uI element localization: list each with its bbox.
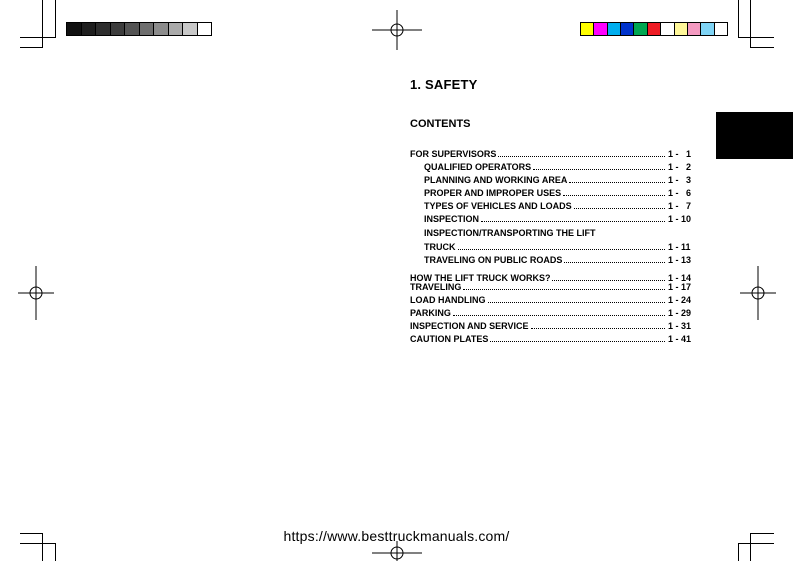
toc-entry-title: INSPECTION/TRANSPORTING THE LIFT — [424, 228, 596, 238]
toc-entry-page: 1 - 1 — [668, 149, 692, 159]
gray-swatch — [111, 23, 126, 35]
color-swatch — [594, 23, 607, 35]
toc-leader-dots — [598, 235, 665, 236]
toc-leader-dots — [574, 207, 665, 209]
toc-entry-page: 1 - 6 — [668, 188, 692, 198]
toc-entry[interactable] — [410, 146, 700, 159]
gray-swatch — [82, 23, 97, 35]
toc-leader-dots — [481, 220, 665, 222]
registration-mark-bottom-icon — [372, 541, 422, 561]
toc-entry-title: PARKING — [410, 308, 451, 318]
toc-entry-page: 1 - 7 — [668, 201, 692, 211]
toc-entry[interactable] — [410, 279, 700, 292]
toc-leader-dots — [569, 181, 665, 183]
color-swatch — [715, 23, 727, 35]
toc-entry[interactable] — [410, 239, 700, 252]
toc-leader-dots — [564, 261, 665, 263]
toc-leader-dots — [488, 301, 666, 303]
toc-entry-page: 1 - 3 — [668, 175, 692, 185]
toc-leader-dots — [463, 288, 665, 290]
gray-swatch — [67, 23, 82, 35]
color-swatch — [688, 23, 701, 35]
toc-entry-page: 1 - 11 — [668, 242, 691, 252]
toc-entry-title: INSPECTION AND SERVICE — [410, 321, 529, 331]
registration-mark-left-icon — [16, 266, 56, 320]
toc-entry-title: TRAVELING ON PUBLIC ROADS — [424, 255, 563, 265]
toc-entry[interactable] — [410, 159, 700, 172]
toc-leader-dots — [563, 194, 665, 196]
toc-entry[interactable] — [410, 185, 700, 198]
toc-leader-dots — [453, 314, 665, 316]
toc-entry-page: 1 - 29 — [668, 308, 692, 318]
toc-leader-dots — [458, 248, 666, 250]
toc-entry-title: LOAD HANDLING — [410, 295, 486, 305]
toc-entry-page: 1 - 41 — [668, 334, 692, 344]
registration-mark-top-icon — [372, 10, 422, 50]
toc-entry[interactable] — [410, 252, 700, 265]
toc-entry-page: 1 - 14 — [668, 273, 692, 283]
color-swatch — [648, 23, 661, 35]
color-swatch — [661, 23, 674, 35]
toc-entry[interactable] — [410, 198, 700, 211]
section-tab — [716, 112, 793, 159]
color-swatch — [675, 23, 688, 35]
color-swatch — [634, 23, 647, 35]
gray-swatch — [169, 23, 184, 35]
toc-entry-page: 1 - 17 — [668, 282, 692, 292]
color-swatch — [608, 23, 621, 35]
gray-swatch — [183, 23, 198, 35]
toc-entry[interactable] — [410, 172, 700, 185]
color-swatch — [581, 23, 594, 35]
toc-entry[interactable] — [410, 331, 700, 344]
toc-entry-title: TRAVELING — [410, 282, 462, 292]
toc-entry-page: 1 - 24 — [668, 295, 692, 305]
toc-entry-title: INSPECTION — [424, 214, 480, 224]
footer-url: https://www.besttruckmanuals.com/ — [283, 528, 510, 544]
toc-entry-title: QUALIFIED OPERATORS — [424, 162, 532, 172]
toc-leader-dots — [531, 327, 665, 329]
toc-entry-page: 1 - 10 — [668, 214, 692, 224]
toc-entry-title: HOW THE LIFT TRUCK WORKS? — [410, 273, 551, 283]
toc-entry-title: FOR SUPERVISORS — [410, 149, 497, 159]
grayscale-calibration-strip — [66, 22, 212, 36]
registration-mark-right-icon — [738, 266, 778, 320]
color-calibration-strip — [580, 22, 728, 36]
toc-entry[interactable] — [410, 318, 700, 331]
toc-entry-title: TRUCK — [424, 242, 456, 252]
page-title: 1. SAFETY — [410, 77, 478, 92]
gray-swatch — [140, 23, 155, 35]
contents-heading: CONTENTS — [410, 118, 471, 130]
toc-entry-page: 1 - 13 — [668, 255, 692, 265]
toc-entry[interactable] — [410, 292, 700, 305]
toc-leader-dots — [533, 168, 665, 170]
toc-leader-dots — [490, 340, 665, 342]
toc-entry[interactable] — [410, 225, 700, 238]
gray-swatch — [154, 23, 169, 35]
toc-entry-page: 1 - 31 — [668, 321, 692, 331]
toc-entry-title: PLANNING AND WORKING AREA — [424, 175, 568, 185]
toc-entry[interactable] — [410, 305, 700, 318]
toc-entry-title: CAUTION PLATES — [410, 334, 489, 344]
toc-entry-page: 1 - 2 — [668, 162, 692, 172]
gray-swatch — [96, 23, 111, 35]
toc-leader-dots — [498, 155, 665, 157]
gray-swatch — [125, 23, 140, 35]
color-swatch — [701, 23, 714, 35]
toc-entry-title: PROPER AND IMPROPER USES — [424, 188, 562, 198]
gray-swatch — [198, 23, 212, 35]
toc-entry-title: TYPES OF VEHICLES AND LOADS — [424, 201, 572, 211]
toc-entry[interactable] — [410, 211, 700, 224]
color-swatch — [621, 23, 634, 35]
